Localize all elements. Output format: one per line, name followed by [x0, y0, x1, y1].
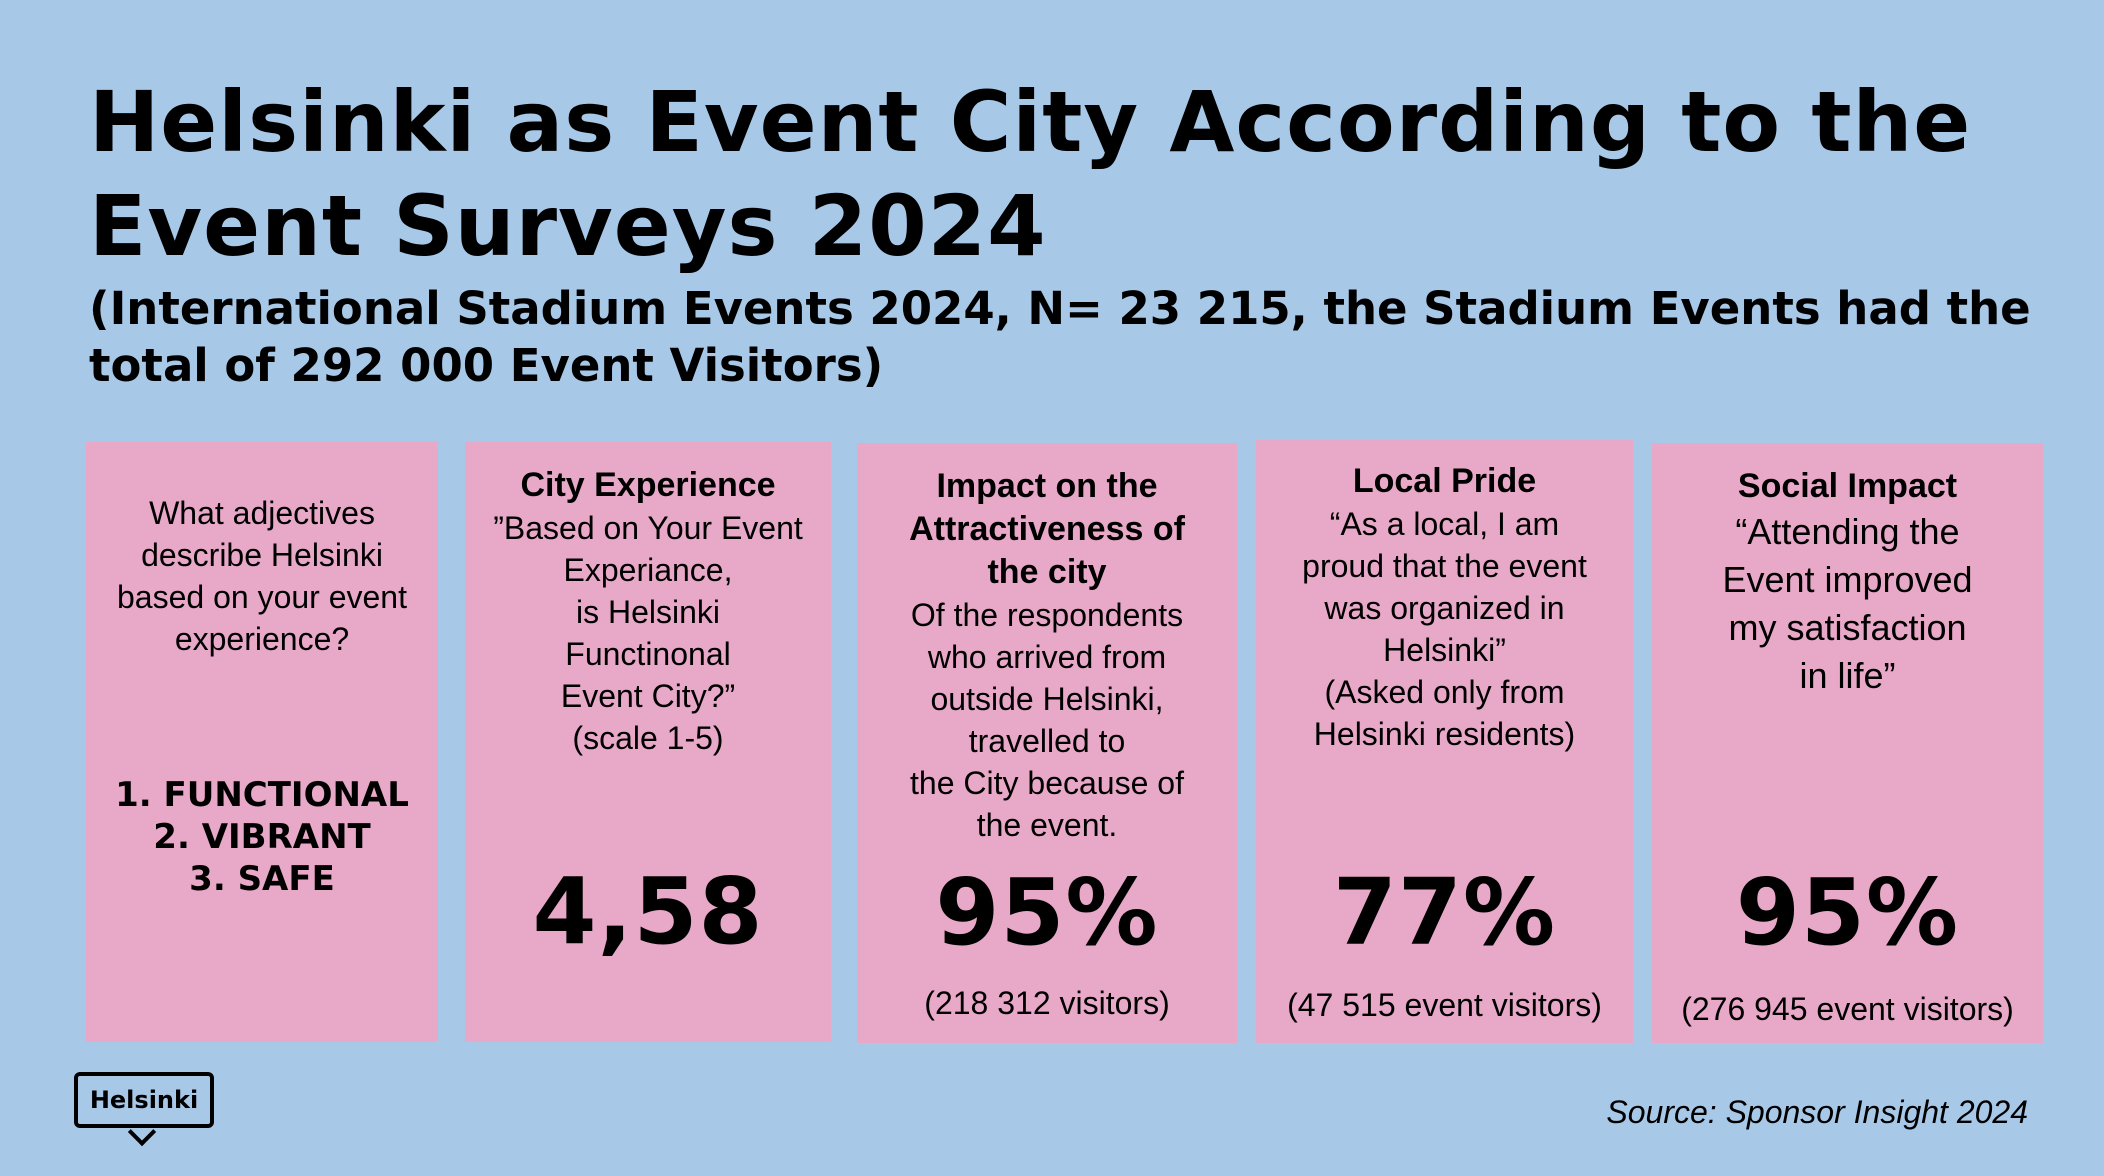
stat-note: (276 945 event visitors): [1681, 991, 2014, 1027]
source-citation: Source: Sponsor Insight 2024: [1606, 1094, 2028, 1130]
list-item: 2. VIBRANT: [153, 817, 371, 857]
card-social-impact: [1652, 443, 2043, 1043]
adjectives-question: What adjectives describe Helsinki based on your event experience?: [117, 495, 407, 657]
card-heading: City Experience: [520, 466, 776, 504]
card-local-pride: [1256, 440, 1633, 1043]
adjectives-list: [86, 774, 438, 900]
list-item: 1. FUNCTIONAL: [115, 775, 409, 815]
card-heading: Impact on the Attractiveness of the city: [909, 467, 1185, 591]
card-adjectives: [86, 442, 438, 1042]
card-heading: Local Pride: [1352, 462, 1537, 500]
stat-value: 95%: [1735, 859, 1960, 966]
stat-note: (218 312 visitors): [924, 985, 1170, 1021]
stat-value: 4,58: [532, 858, 764, 965]
stat-value: 77%: [1332, 859, 1557, 966]
card-text: ”Based on Your Event Experiance, is Helsinki Functinonal Event City?” (scale 1-5): [493, 510, 803, 756]
list-item: 3. SAFE: [189, 859, 335, 899]
card-text: Of the respondents who arrived from outside Helsinki, travelled to the City because of the event.: [910, 597, 1184, 843]
helsinki-logo: Helsinki: [74, 1072, 214, 1128]
card-heading: Social Impact: [1737, 467, 1958, 505]
page-subtitle: (International Stadium Events 2024, N= 23 215, the Stadium Events had the total of 292 000 Event Visitors): [89, 282, 2031, 392]
stat-value: 95%: [935, 859, 1159, 966]
page-title: Helsinki as Event City According to the Event Surveys 2024: [89, 73, 1972, 275]
card-text: “As a local, I am proud that the event was organized in Helsinki” (Asked only from Helsinki residents): [1302, 506, 1587, 752]
card-city-experience: [465, 442, 831, 1042]
card-text: “Attending the Event improved my satisfaction in life”: [1722, 511, 1973, 696]
card-attractiveness: [857, 443, 1237, 1043]
stat-note: (47 515 event visitors): [1287, 987, 1602, 1023]
